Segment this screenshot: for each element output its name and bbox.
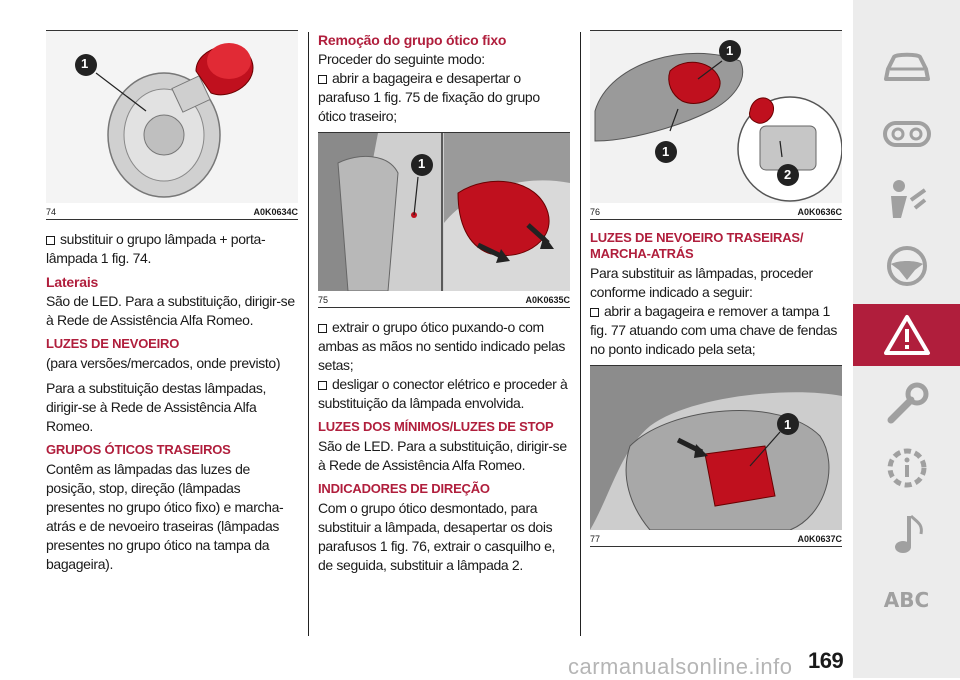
column-2: [318, 30, 570, 581]
figure-74: [46, 30, 298, 203]
paragraph: Contêm as lâmpadas das luzes de posição, stop, direção (lâmpadas presentes no grupo ótico fixo) e marcha-atrás e de nevoeiro traseiras (lâmpadas presentes no grupo ótico na tampa da bagageira).: [46, 461, 284, 572]
checkbox-bullet-icon: [318, 324, 327, 333]
paragraph: Para a substituição destas lâmpadas, dirigir-se à Rede de Assistência Alfa Romeo.: [46, 380, 267, 434]
rear-light-removal-illustration: [318, 133, 570, 291]
steering-wheel-icon[interactable]: [853, 234, 960, 298]
safety-icon[interactable]: [853, 168, 960, 232]
callout-1: 1: [726, 43, 734, 58]
paragraph: São de LED. Para a substituição, dirigir-se à Rede de Assistência Alfa Romeo.: [318, 438, 567, 473]
heading-laterais: Laterais: [46, 274, 99, 290]
figure-number: 76: [590, 207, 601, 217]
music-note-icon[interactable]: [853, 502, 960, 566]
checkbox-bullet-icon: [318, 381, 327, 390]
figure-code: A0K0636C: [797, 207, 842, 217]
heading-remocao: Remoção do grupo ótico fixo: [318, 32, 507, 48]
section-sidebar: [853, 0, 960, 678]
callout-1: 1: [81, 56, 89, 71]
paragraph: Com o grupo ótico desmontado, para substituir a lâmpada, desapertar os dois parafusos 1 fig. 76, extrair o casquilho e, de seguida, substituir a lâmpada 2.: [318, 500, 556, 573]
heading-luzes-minimos: LUZES DOS MÍNIMOS/LUZES DE STOP: [318, 419, 554, 434]
abc-label: ABC: [883, 588, 930, 612]
figure-76-caption: [590, 203, 842, 220]
heading-nevoeiro-traseiras: LUZES DE NEVOEIRO TRASEIRAS/ MARCHA-ATRÁS: [590, 230, 804, 261]
column-3: [590, 30, 842, 557]
checkbox-bullet-icon: [46, 236, 55, 245]
figure-77: [590, 365, 842, 530]
step-item: abrir a bagageira e desapertar o parafuso 1 fig. 75 de fixação do grupo ótico traseiro;: [318, 70, 540, 124]
callout-1: 1: [784, 417, 792, 432]
dashboard-icon[interactable]: [853, 102, 960, 166]
abc-index[interactable]: [853, 568, 960, 632]
page-number: 169: [808, 648, 844, 673]
step-item: substituir o grupo lâmpada + porta-lâmpada 1 fig. 74.: [46, 231, 266, 266]
callout-1: 1: [418, 156, 426, 171]
step-item: extrair o grupo ótico puxando-o com ambas as mãos no sentido indicado pelas setas;: [318, 319, 566, 373]
callout-2: 2: [784, 167, 792, 182]
step-item: desligar o conector elétrico e proceder à substituição da lâmpada envolvida.: [318, 376, 568, 411]
figure-code: A0K0637C: [797, 534, 842, 544]
paragraph: Proceder do seguinte modo:: [318, 51, 485, 67]
figure-number: 77: [590, 534, 601, 544]
figure-74-caption: [46, 203, 298, 220]
checkbox-bullet-icon: [590, 308, 599, 317]
figure-75-caption: [318, 291, 570, 308]
heading-luzes-nevoeiro: LUZES DE NEVOEIRO: [46, 336, 180, 351]
paragraph: (para versões/mercados, onde previsto): [46, 355, 281, 371]
info-gear-icon[interactable]: [853, 436, 960, 500]
fog-reverse-cover-illustration: [590, 366, 842, 530]
warning-icon[interactable]: [853, 304, 960, 366]
column-1: [46, 30, 298, 580]
wrench-icon[interactable]: [853, 372, 960, 436]
callout-1-b: 1: [662, 144, 670, 159]
figure-77-caption: [590, 530, 842, 547]
step-item: abrir a bagageira e remover a tampa 1 fig. 77 atuando com uma chave de fendas no ponto indicado pela seta;: [590, 303, 838, 357]
column-divider: [308, 32, 309, 636]
car-icon[interactable]: [853, 36, 960, 100]
turn-indicator-illustration: [590, 31, 842, 203]
figure-code: A0K0635C: [525, 295, 570, 305]
figure-code: A0K0634C: [253, 207, 298, 217]
figure-76: [590, 30, 842, 203]
figure-number: 74: [46, 207, 57, 217]
watermark: carmanualsonline.info: [568, 654, 793, 679]
heading-indicadores-direcao: INDICADORES DE DIREÇÃO: [318, 481, 490, 496]
figure-75: [318, 132, 570, 291]
column-divider: [580, 32, 581, 636]
heading-grupos-oticos: GRUPOS ÓTICOS TRASEIROS: [46, 442, 231, 457]
figure-number: 75: [318, 295, 329, 305]
checkbox-bullet-icon: [318, 75, 327, 84]
paragraph: São de LED. Para a substituição, dirigir-se à Rede de Assistência Alfa Romeo.: [46, 293, 295, 328]
paragraph: Para substituir as lâmpadas, proceder conforme indicado a seguir:: [590, 265, 813, 300]
